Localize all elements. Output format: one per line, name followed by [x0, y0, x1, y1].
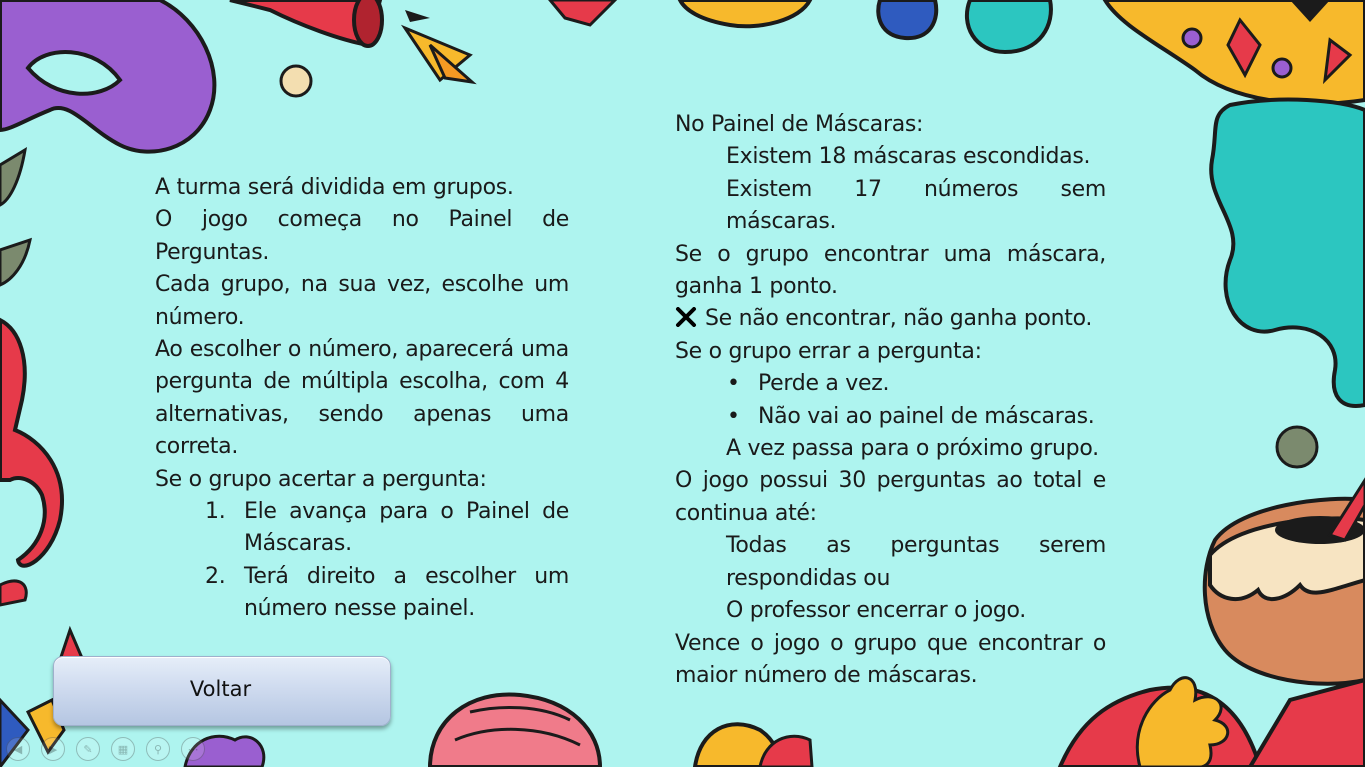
list-text: Terá direito a escolher um número nesse painel. — [244, 563, 569, 622]
left-instructions — [155, 172, 569, 626]
instruction-line: Ao escolher o número, aparecerá uma pergunta de múltipla escolha, com 4 alternativas, sendo apenas uma correta. — [155, 337, 569, 460]
right-instructions — [675, 109, 1106, 692]
instruction-line: Cada grupo, na sua vez, escolhe um número. — [155, 272, 569, 330]
instruction-line: O jogo começa no Painel de Perguntas. — [155, 207, 569, 265]
list-text: Ele avança para o Painel de Máscaras. — [244, 499, 569, 557]
instruction-line: Todas as perguntas serem respondidas ou — [726, 533, 1106, 591]
bullet-icon: • — [727, 371, 740, 397]
zoom-icon[interactable]: ⚲ — [146, 737, 170, 761]
next-slide-icon[interactable]: ▶ — [41, 737, 65, 761]
list-number: 1. — [205, 499, 226, 525]
instruction-line — [675, 303, 1106, 335]
back-button[interactable] — [53, 656, 391, 726]
instruction-line: Existem 18 máscaras escondidas. — [726, 144, 1091, 170]
instruction-line: O jogo possui 30 perguntas ao total e continua até: — [675, 468, 1106, 526]
teal-blob-shape — [1211, 100, 1365, 406]
list-item — [675, 368, 1106, 400]
miss-text: Se não encontrar, não ganha ponto. — [705, 306, 1093, 332]
x-mark-icon — [675, 307, 697, 327]
instruction-line: Se o grupo errar a pergunta: — [675, 338, 982, 364]
instruction-line: Vence o jogo o grupo que encontrar o maior número de máscaras. — [675, 630, 1106, 688]
back-button-label: Voltar — [189, 677, 252, 701]
instruction-line: A turma será dividida em grupos. — [155, 175, 514, 200]
slideshow-controls — [6, 737, 205, 763]
instruction-line: Se o grupo encontrar uma máscara, ganha 1 ponto. — [675, 241, 1106, 300]
list-item — [155, 561, 569, 626]
instruction-line: A vez passa para o próximo grupo. — [726, 436, 1099, 462]
section-heading: No Painel de Máscaras: — [675, 112, 924, 137]
bullet-list — [675, 368, 1106, 433]
list-text: Não vai ao painel de máscaras. — [758, 403, 1095, 429]
instruction-line: O professor encerrar o jogo. — [726, 598, 1026, 624]
more-icon[interactable]: ⋯ — [181, 737, 205, 761]
numbered-list — [155, 496, 569, 626]
instruction-line: Se o grupo acertar a pergunta: — [155, 466, 487, 492]
pen-icon[interactable]: ✎ — [76, 737, 100, 761]
list-number: 2. — [205, 563, 226, 589]
list-item — [155, 496, 569, 561]
list-item — [675, 401, 1106, 433]
bullet-icon: • — [727, 403, 740, 429]
music-note-shape — [0, 320, 62, 566]
prev-slide-icon[interactable]: ◀ — [6, 737, 30, 761]
list-text: Perde a vez. — [758, 371, 890, 397]
instruction-line: Existem 17 números sem máscaras. — [726, 176, 1106, 235]
slides-grid-icon[interactable]: ▦ — [111, 737, 135, 761]
